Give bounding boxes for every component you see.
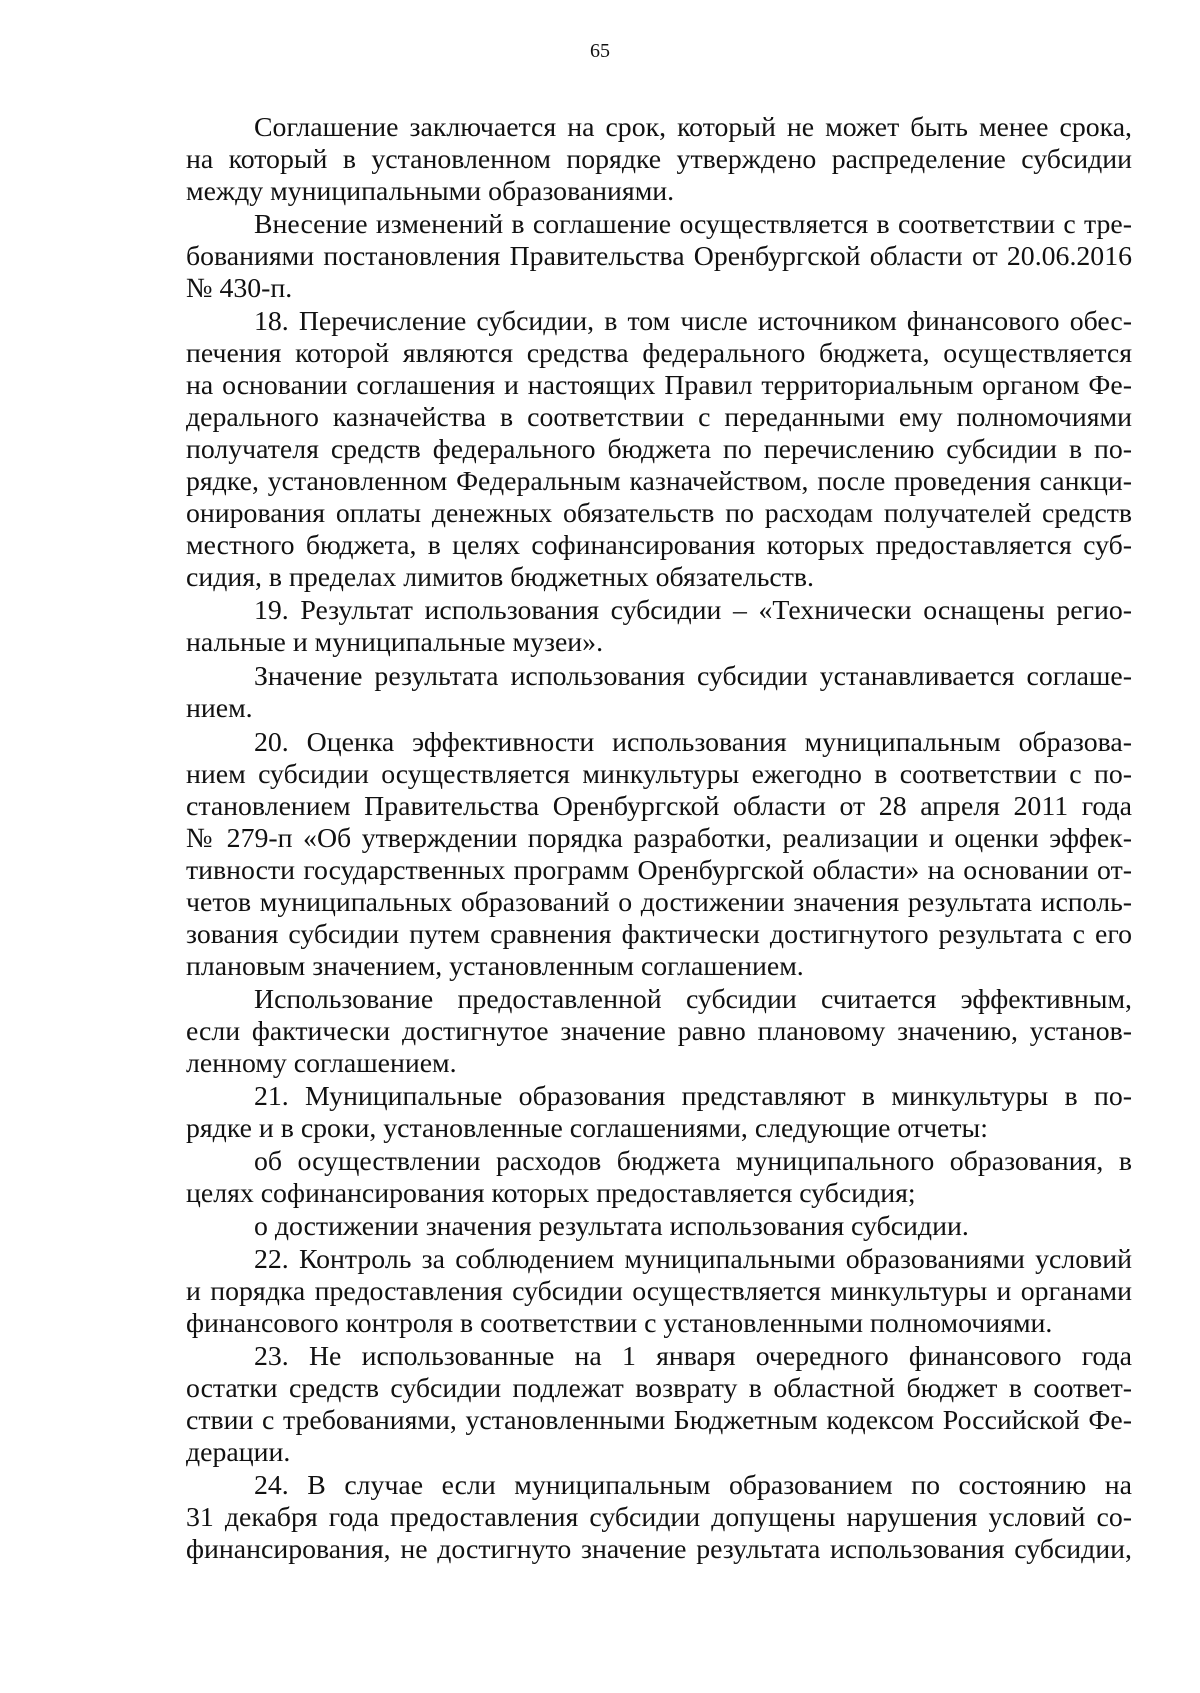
text-line: дерации. bbox=[186, 1437, 291, 1468]
document-body bbox=[186, 112, 1132, 1566]
text-line: плановым значением, установленным соглашением. bbox=[186, 951, 804, 982]
text-line: на который в установленном порядке утверждено распределение субсидии bbox=[186, 144, 1132, 175]
text-line: остатки средств субсидии подлежат возврату в областной бюджет в соответ- bbox=[186, 1373, 1132, 1404]
text-line: о достижении значения результата использования субсидии. bbox=[254, 1211, 969, 1242]
text-line: между муниципальными образованиями. bbox=[186, 176, 675, 207]
text-line: на основании соглашения и настоящих Правил территориальным органом Фе- bbox=[186, 370, 1132, 401]
text-line: об осуществлении расходов бюджета муниципального образования, в bbox=[254, 1146, 1132, 1177]
text-line: получателя средств федерального бюджета по перечислению субсидии в по- bbox=[186, 434, 1132, 465]
text-line: если фактически достигнутое значение равно плановому значению, установ- bbox=[186, 1016, 1132, 1047]
text-line: Использование предоставленной субсидии считается эффективным, bbox=[254, 984, 1132, 1015]
text-line: 18. Перечисление субсидии, в том числе источником финансового обес- bbox=[254, 306, 1132, 337]
text-line: 23. Не использованные на 1 января очередного финансового года bbox=[254, 1341, 1132, 1372]
text-line: целях софинансирования которых предоставляется субсидия; bbox=[186, 1178, 916, 1209]
text-line: Внесение изменений в соглашение осуществляется в соответствии с тре- bbox=[254, 209, 1132, 240]
text-line: нальные и муниципальные музеи». bbox=[186, 627, 604, 658]
text-line: тивности государственных программ Оренбургской области» на основании от- bbox=[186, 855, 1132, 886]
text-line: сидия, в пределах лимитов бюджетных обязательств. bbox=[186, 562, 814, 593]
text-line: нием субсидии осуществляется минкультуры ежегодно в соответствии с по- bbox=[186, 759, 1132, 790]
text-line: № 279-п «Об утверждении порядка разработки, реализации и оценки эффек- bbox=[186, 823, 1132, 854]
text-line: финансового контроля в соответствии с установленными полномочиями. bbox=[186, 1308, 1053, 1339]
text-line: нием. bbox=[186, 693, 253, 724]
text-line: становлением Правительства Оренбургской области от 28 апреля 2011 года bbox=[186, 791, 1132, 822]
text-line: и порядка предоставления субсидии осуществляется минкультуры и органами bbox=[186, 1276, 1132, 1307]
text-line: местного бюджета, в целях софинансирования которых предоставляется суб- bbox=[186, 530, 1132, 561]
text-line: рядке, установленном Федеральным казначейством, после проведения санкци- bbox=[186, 466, 1132, 497]
text-line: Соглашение заключается на срок, который не может быть менее срока, bbox=[254, 112, 1132, 143]
text-line: финансирования, не достигнуто значение результата использования субсидии, bbox=[186, 1534, 1132, 1565]
text-line: 24. В случае если муниципальным образованием по состоянию на bbox=[254, 1470, 1132, 1501]
page-number: 65 bbox=[590, 40, 610, 62]
text-line: 31 декабря года предоставления субсидии допущены нарушения условий со- bbox=[186, 1502, 1132, 1533]
text-line: 19. Результат использования субсидии – «Технически оснащены регио- bbox=[254, 595, 1132, 626]
text-line: Значение результата использования субсидии устанавливается соглаше- bbox=[254, 661, 1132, 692]
text-line: 21. Муниципальные образования представляют в минкультуры в по- bbox=[254, 1081, 1132, 1112]
text-line: 22. Контроль за соблюдением муниципальными образованиями условий bbox=[254, 1244, 1132, 1275]
text-line: печения которой являются средства федерального бюджета, осуществляется bbox=[186, 338, 1132, 369]
text-line: зования субсидии путем сравнения фактически достигнутого результата с его bbox=[186, 919, 1132, 950]
text-line: ленному соглашением. bbox=[186, 1048, 457, 1079]
text-line: дерального казначейства в соответствии с переданными ему полномочиями bbox=[186, 402, 1132, 433]
text-line: онирования оплаты денежных обязательств по расходам получателей средств bbox=[186, 498, 1132, 529]
text-line: № 430-п. bbox=[186, 273, 293, 304]
text-line: рядке и в сроки, установленные соглашениями, следующие отчеты: bbox=[186, 1113, 988, 1144]
text-line: ствии с требованиями, установленными Бюджетным кодексом Российской Фе- bbox=[186, 1405, 1132, 1436]
text-line: четов муниципальных образований о достижении значения результата исполь- bbox=[186, 887, 1132, 918]
text-line: 20. Оценка эффективности использования муниципальным образова- bbox=[254, 727, 1132, 758]
text-line: бованиями постановления Правительства Оренбургской области от 20.06.2016 bbox=[186, 241, 1132, 272]
